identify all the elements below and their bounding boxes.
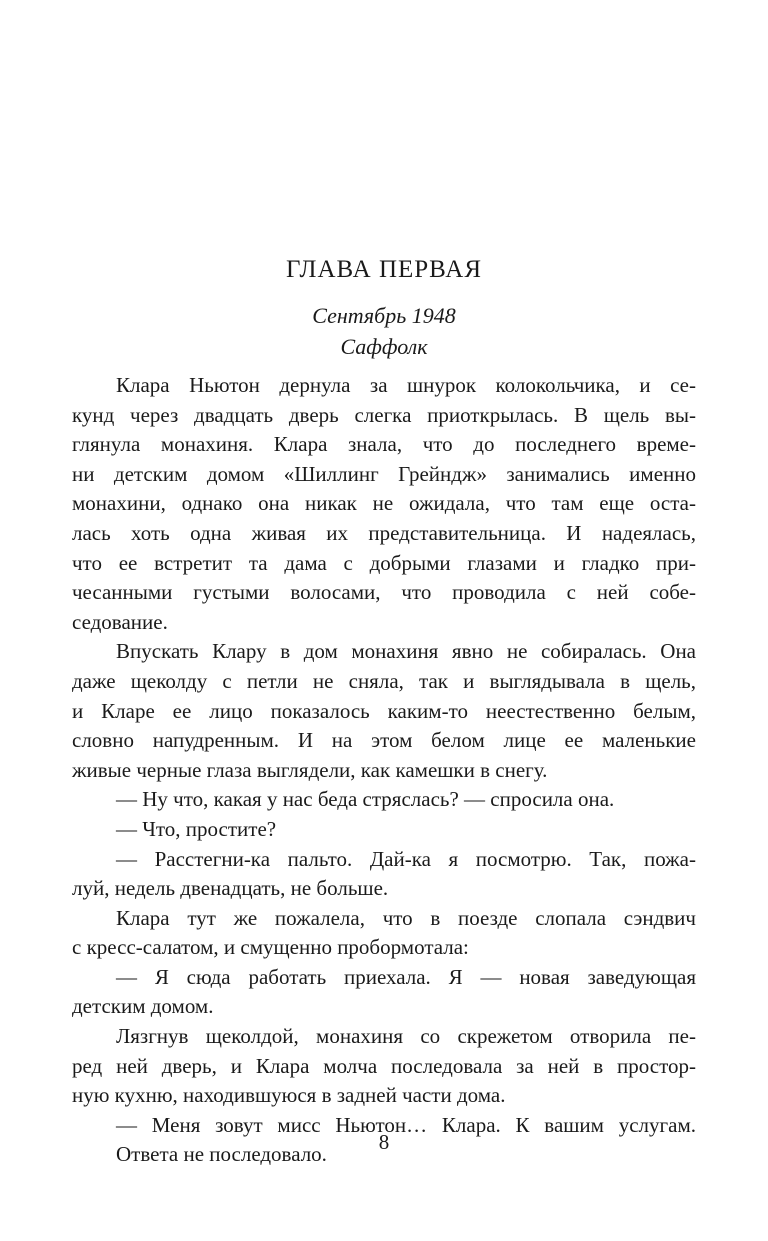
text-line: чесанными густыми волосами, что проводила с ней собе-: [72, 580, 696, 605]
text-line: — Расстегни-ка пальто. Дай-ка я посмотрю. Так, пожа-: [116, 846, 696, 871]
text-line: лась хоть одна живая их представительница. И надеялась,: [72, 520, 696, 545]
body-text: [72, 371, 696, 1170]
page-number: 8: [378, 1130, 390, 1154]
text-line: ни детским домом «Шиллинг Грейндж» занимались именно: [72, 461, 696, 486]
text-line: — Я сюда работать приехала. Я — новая заведующая: [116, 964, 696, 989]
text-line: — Меня зовут мисс Ньютон… Клара. К вашим услугам.: [116, 1112, 696, 1137]
text-line: Лязгнув щеколдой, монахиня со скрежетом отворила пе-: [116, 1024, 696, 1049]
text-line: с кресс-салатом, и смущенно пробормотала:: [72, 935, 469, 960]
chapter-place: Саффолк: [340, 334, 428, 359]
text-line: Клара Ньютон дернула за шнурок колокольчика, и се-: [116, 373, 696, 397]
text-line: что ее встретит та дама с добрыми глазами и гладко при-: [72, 550, 696, 575]
text-line: Ответа не последовало.: [116, 1142, 327, 1167]
chapter-title: ГЛАВА ПЕРВАЯ: [285, 256, 483, 283]
text-line: словно напудренным. И на этом белом лице ее маленькие: [72, 728, 696, 753]
text-line: луй, недель двенадцать, не больше.: [72, 876, 389, 901]
text-line: ную кухню, находившуюся в задней части дома.: [72, 1083, 506, 1108]
text-line: живые черные глаза выглядели, как камешки в снегу.: [72, 757, 548, 782]
text-line: Клара тут же пожалела, что в поезде слопала сэндвич: [116, 905, 696, 930]
text-line: Впускать Клару в дом монахиня явно не собиралась. Она: [116, 639, 696, 664]
text-line: и Кларе ее лицо показалось каким-то неестественно белым,: [72, 698, 696, 723]
text-line: даже щеколду с петли не сняла, так и выглядывала в щель,: [72, 668, 696, 693]
text-line: монахини, однако она никак не ожидала, что там еще оста-: [72, 491, 696, 516]
text-line: ред ней дверь, и Клара молча последовала за ней в простор-: [72, 1053, 696, 1078]
text-line: седование.: [72, 609, 168, 634]
text-line: глянула монахиня. Клара знала, что до последнего време-: [72, 432, 696, 457]
text-line: детским домом.: [72, 994, 214, 1019]
text-line: кунд через двадцать дверь слегка приоткрылась. В щель вы-: [72, 402, 696, 427]
chapter-date: Сентябрь 1948: [312, 303, 456, 328]
text-line: — Что, простите?: [116, 816, 277, 841]
text-line: — Ну что, какая у нас беда стряслась? — спросила она.: [116, 787, 615, 812]
